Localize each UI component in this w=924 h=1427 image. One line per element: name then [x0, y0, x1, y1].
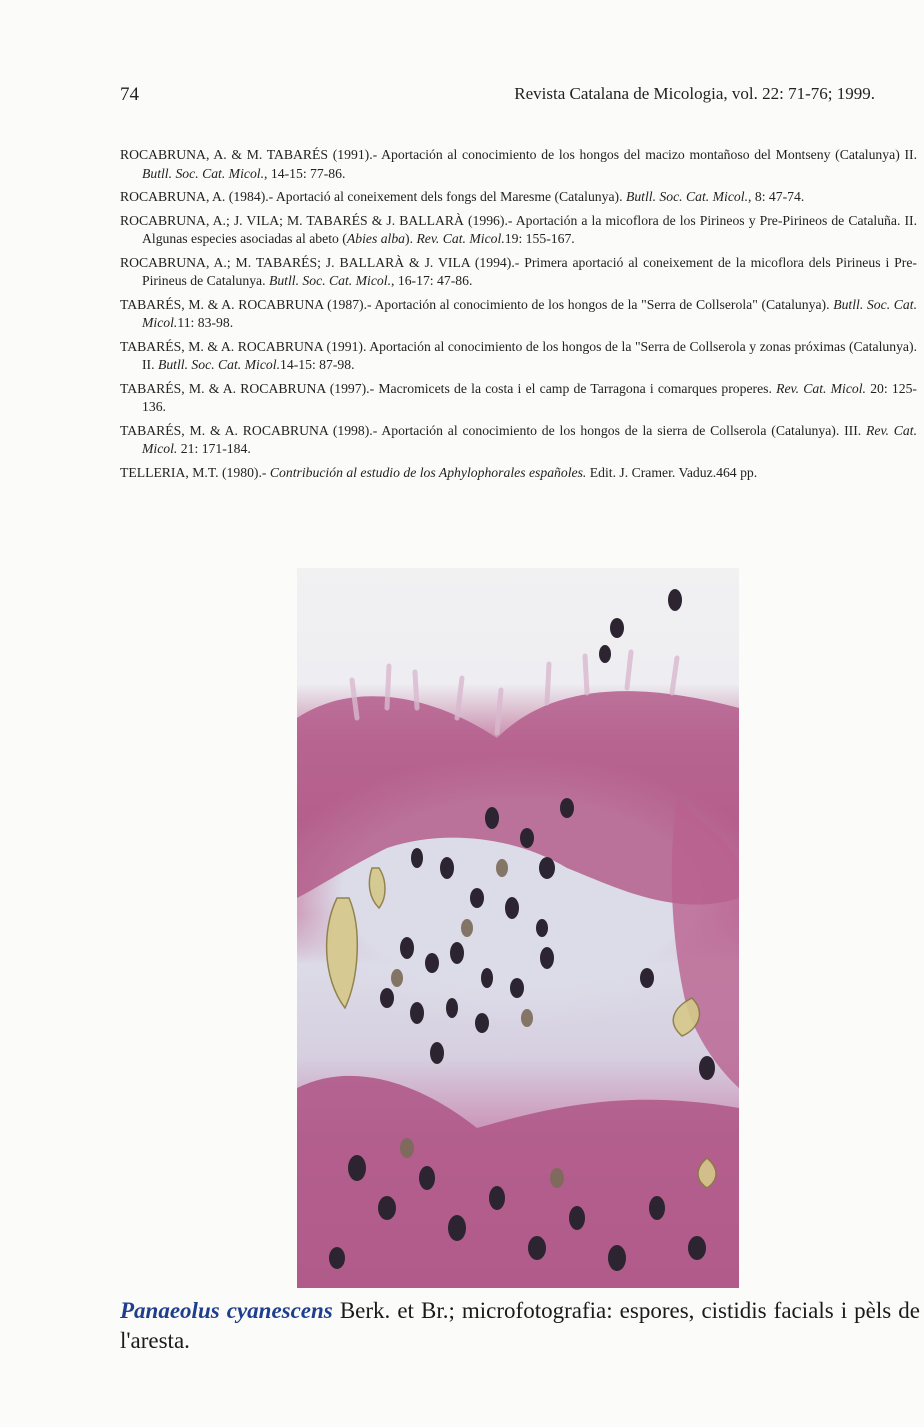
- journal-running-title: Revista Catalana de Micologia, vol. 22: 71-76; 1999.: [514, 84, 875, 103]
- page-header: [120, 84, 875, 108]
- reference-entry: [120, 464, 917, 483]
- reference-text: TABARÉS, M. & A. ROCABRUNA (1991). Aportación al conocimiento de los hongos de la "Serra de Collserola y zonas próximas (Catalunya). II.: [120, 338, 917, 372]
- reference-text: 14-15: 87-98.: [280, 357, 355, 372]
- micrograph-drawing: [297, 568, 739, 1288]
- reference-italic-text: Rev. Cat. Micol.: [416, 231, 505, 246]
- reference-entry: [120, 254, 917, 291]
- species-name: Panaeolus cyanescens: [120, 1298, 333, 1323]
- reference-italic-text: Contribución al estudio de los Aphylophorales españoles.: [269, 464, 587, 480]
- reference-italic-text: Rev. Cat. Micol.: [776, 380, 866, 396]
- reference-text: , 16-17: 47-86.: [391, 273, 473, 288]
- reference-text: TABARÉS, M. & A. ROCABRUNA (1998).- Aportación al conocimiento de los hongos de la sierra de Collserola (Catalunya). III.: [120, 422, 867, 438]
- page-number: 74: [120, 84, 139, 105]
- reference-text: , 8: 47-74.: [748, 189, 805, 204]
- reference-text: 20: 125-136.: [142, 380, 917, 414]
- reference-entry: [120, 380, 917, 417]
- reference-text: Edit. J. Cramer. Vaduz.464 pp.: [586, 464, 758, 480]
- reference-text: ROCABRUNA, A. & M. TABARÉS (1991).- Aportación al conocimiento de los hongos del macizo montañoso del Montseny (Catalunya) II.: [120, 147, 917, 162]
- reference-italic-text: Butll. Soc. Cat. Micol.: [142, 165, 265, 181]
- reference-text: 19: 155-167.: [504, 231, 575, 246]
- reference-entry: [120, 338, 917, 375]
- caption-text: Berk. et Br.; microfotografia: espores, cistidis facials i pèls de l'aresta.: [120, 1298, 920, 1353]
- reference-italic-text: Butll. Soc. Cat. Micol.: [157, 357, 281, 372]
- micrograph-image: [297, 568, 739, 1288]
- reference-text: 11: 83-98.: [177, 315, 234, 330]
- figure-caption: [120, 1296, 920, 1356]
- reference-entry: [120, 422, 917, 459]
- reference-entry: [120, 146, 917, 183]
- reference-italic-text: Butll. Soc. Cat. Micol.: [625, 189, 748, 204]
- reference-text: TELLERIA, M.T. (1980).-: [120, 464, 270, 480]
- reference-text: 21: 171-184.: [177, 441, 251, 456]
- reference-italic-text: Abies alba: [346, 231, 406, 246]
- reference-italic-text: Butll. Soc. Cat. Micol.: [268, 273, 392, 288]
- reference-text: ROCABRUNA, A.; M. TABARÉS; J. BALLARÀ & J. VILA (1994).- Primera aportació al coneixement de la micoflora dels Pirineus i Pre-Pirineus de Catalunya.: [120, 254, 917, 288]
- reference-text: TABARÉS, M. & A. ROCABRUNA (1987).- Aportación al conocimiento de los hongos de la "Serra de Collserola" (Catalunya).: [120, 296, 834, 312]
- reference-list: [120, 146, 917, 487]
- reference-text: ROCABRUNA, A.; J. VILA; M. TABARÉS & J. BALLARÀ (1996).- Aportación a la micoflora de los Pirineos y Pre-Pirineos de Cataluña. II. Algunas especies asociadas al abeto (: [120, 212, 917, 246]
- reference-entry: [120, 188, 917, 207]
- reference-text: ROCABRUNA, A. (1984).- Aportació al coneixement dels fongs del Maresme (Catalunya).: [120, 189, 626, 204]
- reference-text: ).: [405, 231, 417, 246]
- reference-text: , 14-15: 77-86.: [264, 165, 346, 181]
- reference-entry: [120, 212, 917, 249]
- reference-entry: [120, 296, 917, 333]
- reference-italic-text: Butll. Soc. Cat. Micol.: [142, 296, 917, 330]
- reference-italic-text: Rev. Cat. Micol.: [142, 422, 917, 456]
- reference-text: TABARÉS, M. & A. ROCABRUNA (1997).- Macromicets de la costa i el camp de Tarragona i comarques properes.: [120, 380, 777, 396]
